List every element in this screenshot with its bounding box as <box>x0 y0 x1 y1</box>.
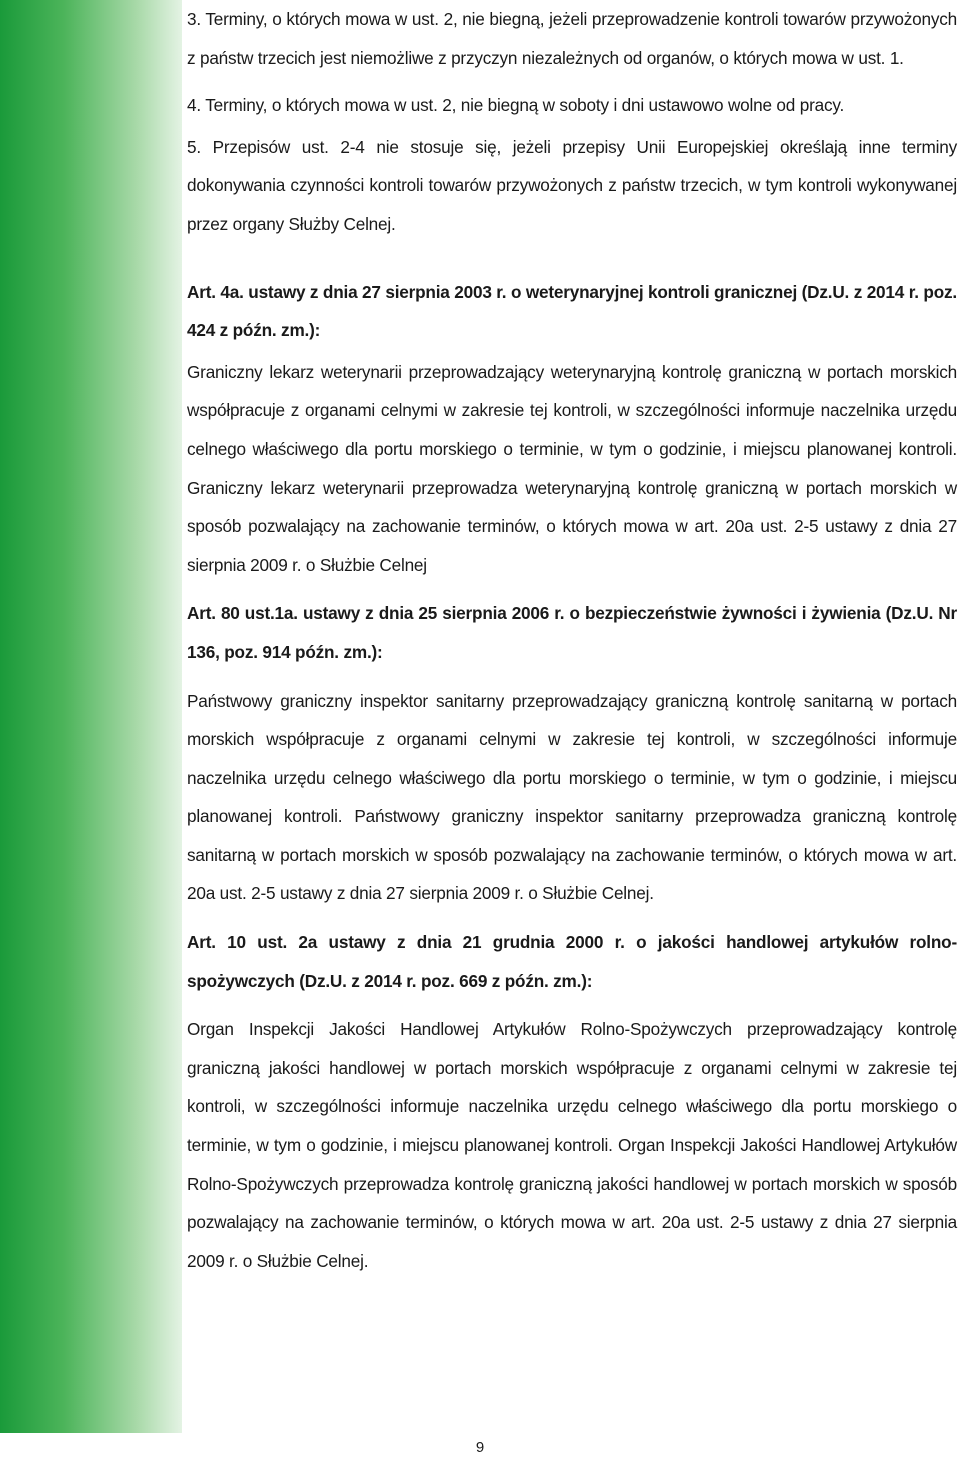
heading-art-4a: Art. 4a. ustawy z dnia 27 sierpnia 2003 r. o weterynaryjnej kontroli granicznej (Dz.U. z 2014 r. poz. 424 z późn. zm.): <box>187 281 957 341</box>
page-number: 9 <box>475 1439 485 1456</box>
body-art-80: Państwowy graniczny inspektor sanitarny przeprowadzający graniczną kontrolę sanitarną w portach morskich współpracuje z organami celnymi w zakresie tej kontroli, w szczególności informuje naczelnika urzędu celnego właściwego dla portu morskiego o terminie, w tym o godzinie, i miejscu planowanej kontroli. Państwowy graniczny inspektor sanitarny przeprowadza graniczną kontrolę sanitarną w portach morskich w sposób pozwalający na zachowanie terminów, o których mowa w art. 20a ust. 2-5 ustawy z dnia 27 sierpnia 2009 r. o Służbie Celnej. <box>187 690 957 904</box>
paragraph-3: 3. Terminy, o których mowa w ust. 2, nie biegną, jeżeli przeprowadzenie kontroli towarów przywożonych z państw trzecich jest niemożliwe z przyczyn niezależnych od organów, o których mowa w ust. 1. <box>187 9 957 68</box>
heading-art-80: Art. 80 ust.1a. ustawy z dnia 25 sierpnia 2006 r. o bezpieczeństwie żywności i żywienia (Dz.U. Nr 136, poz. 914 późn. zm.): <box>187 603 957 662</box>
heading-art-10: Art. 10 ust. 2a ustawy z dnia 21 grudnia 2000 r. o jakości handlowej artykułów rolno-spożywczych (Dz.U. z 2014 r. poz. 669 z późn. zm.): <box>187 932 957 991</box>
body-art-4a: Graniczny lekarz weterynarii przeprowadzający weterynaryjną kontrolę graniczną w portach morskich współpracuje z organami celnymi w zakresie tej kontroli, w szczególności informuje naczelnika urzędu celnego właściwego dla portu morskiego o terminie, w tym o godzinie, i miejscu planowanej kontroli. Graniczny lekarz weterynarii przeprowadza weterynaryjną kontrolę graniczną w portach morskich w sposób pozwalający na zachowanie terminów, o których mowa w art. 20a ust. 2-5 ustawy z dnia 27 sierpnia 2009 r. o Służbie Celnej <box>187 361 957 575</box>
body-art-10: Organ Inspekcji Jakości Handlowej Artykułów Rolno-Spożywczych przeprowadzający kontrolę graniczną jakości handlowej w portach morskich współpracuje z organami celnymi w zakresie tej kontroli, w szczególności informuje naczelnika urzędu celnego właściwego dla portu morskiego o terminie, w tym o godzinie, i miejscu planowanej kontroli. Organ Inspekcji Jakości Handlowej Artykułów Rolno-Spożywczych przeprowadza kontrolę graniczną jakości handlowej w portach morskich w sposób pozwalający na zachowanie terminów, o których mowa w art. 20a ust. 2-5 ustawy z dnia 27 sierpnia 2009 r. o Służbie Celnej. <box>187 1019 957 1271</box>
paragraph-5: 5. Przepisów ust. 2-4 nie stosuje się, jeżeli przepisy Unii Europejskiej określają inne terminy dokonywania czynności kontroli towarów przywożonych z państw trzecich, w tym kontroli wykonywanej przez organy Służby Celnej. <box>187 136 957 234</box>
paragraph-4: 4. Terminy, o których mowa w ust. 2, nie biegną w soboty i dni ustawowo wolne od pracy. <box>187 95 845 116</box>
document-body <box>187 0 957 1280</box>
green-sidebar-decoration <box>0 0 182 1433</box>
